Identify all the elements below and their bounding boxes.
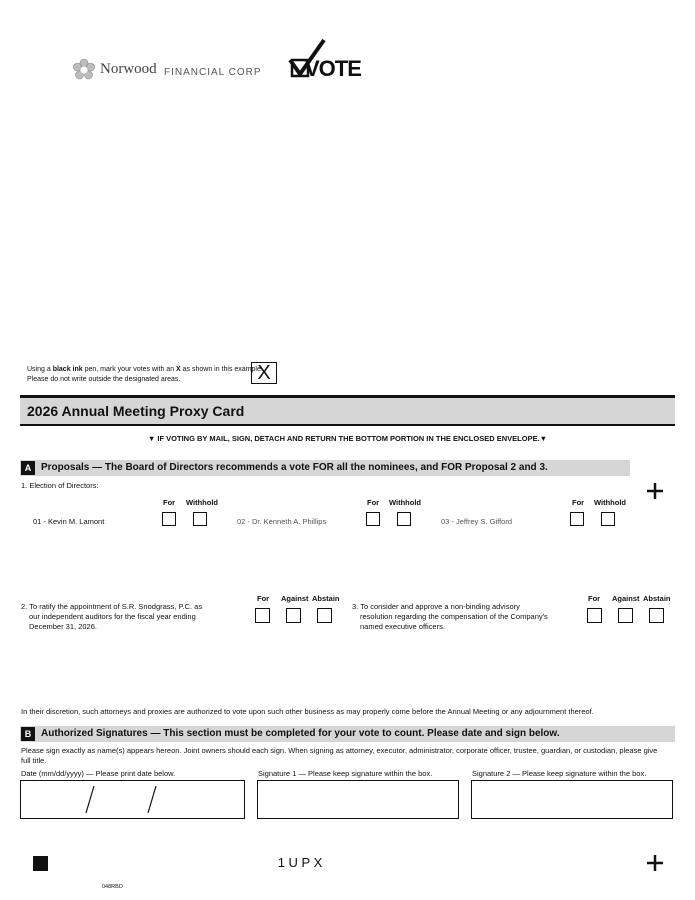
signature-2-box[interactable]: [471, 780, 673, 819]
proposal-3-for-checkbox[interactable]: [587, 608, 602, 623]
card-title-bottom-rule: [20, 424, 675, 426]
card-title: 2026 Annual Meeting Proxy Card: [27, 403, 245, 419]
example-mark-box: [251, 362, 277, 384]
signing-instructions: [21, 746, 681, 766]
nominee-1-for-checkbox[interactable]: [162, 512, 176, 526]
nominee1-withhold-header: Withhold: [186, 498, 219, 507]
discretion-statement: In their discretion, such attorneys and proxies are authorized to vote upon such other business as may properly come before the Annual Meeting or any adjournment thereof.: [21, 707, 594, 716]
section-b-title: Authorized Signatures — This section must be completed for your vote to count. Please date and sign below.: [41, 728, 560, 739]
nominee-3-label: 03 - Jeffrey S. Gifford: [441, 517, 513, 526]
nominee-3-withhold-checkbox[interactable]: [601, 512, 615, 526]
signature-1-box[interactable]: [257, 780, 459, 819]
flower-logo-icon: [72, 58, 96, 82]
instructions-line-2: Please do not write outside the designated areas.: [27, 376, 181, 383]
nominee-2-withhold-checkbox[interactable]: [397, 512, 411, 526]
date-input-box[interactable]: [20, 780, 245, 819]
proposal2-for-header: For: [257, 594, 270, 603]
section-b-letter: B: [21, 727, 35, 741]
nominee2-withhold-header: Withhold: [389, 498, 422, 507]
footer-code: 1 U P X: [277, 855, 323, 870]
proposal-3-abstain-checkbox[interactable]: [649, 608, 664, 623]
nominee-2-for-checkbox[interactable]: [366, 512, 380, 526]
instructions-line-1: Using a black ink pen, mark your votes with an X as shown in this example.: [27, 366, 263, 373]
nominee-2-label: 02 - Dr. Kenneth A. Phillips: [237, 517, 327, 526]
proposal-3-text: [352, 602, 582, 632]
proposal-3-line-3: named executive officers.: [360, 622, 445, 631]
detach-instruction: ▼ IF VOTING BY MAIL, SIGN, DETACH AND RETURN THE BOTTOM PORTION IN THE ENCLOSED ENVELOPE.▼: [147, 434, 548, 443]
proposal-3-line-2: resolution regarding the compensation of the Company's: [360, 612, 548, 621]
nominee2-for-header: For: [367, 498, 380, 507]
company-name: Norwood: [100, 61, 157, 77]
proposal3-abstain-header: Abstain: [643, 594, 671, 603]
vote-text: VOTE: [305, 56, 361, 81]
proposal2-abstain-header: Abstain: [312, 594, 340, 603]
signature-2-label: Signature 2 — Please keep signature within the box.: [472, 769, 647, 778]
proposal-2-line-2: our independent auditors for the fiscal year ending: [29, 612, 196, 621]
signature-1-label: Signature 1 — Please keep signature within the box.: [258, 769, 433, 778]
proposal-3-against-checkbox[interactable]: [618, 608, 633, 623]
proposal3-for-header: For: [588, 594, 601, 603]
proposal-3-line-1: 3. To consider and approve a non-binding advisory: [352, 602, 520, 611]
proposal-2-line-1: 2. To ratify the appointment of S.R. Snodgrass, P.C. as: [21, 602, 203, 611]
registration-plus-icon-bottom: [647, 855, 663, 871]
marking-instructions: [27, 365, 263, 385]
proposal-2-against-checkbox[interactable]: [286, 608, 301, 623]
proposal-2-line-3: December 31, 2026.: [29, 622, 97, 631]
vote-logo: [288, 38, 361, 82]
proposal-2-text: [21, 602, 251, 632]
proposal-2-for-checkbox[interactable]: [255, 608, 270, 623]
company-logo: [72, 58, 262, 84]
company-suffix: FINANCIAL CORP: [164, 67, 262, 78]
section-a-letter: A: [21, 461, 35, 475]
nominee-3-for-checkbox[interactable]: [570, 512, 584, 526]
proposal3-against-header: Against: [612, 594, 640, 603]
nominee3-for-header: For: [572, 498, 585, 507]
nominee-1-label: 01 - Kevin M. Lamont: [33, 517, 105, 526]
election-label: 1. Election of Directors:: [21, 481, 99, 490]
example-x-mark: X: [257, 362, 271, 384]
date-label: Date (mm/dd/yyyy) — Please print date below.: [21, 769, 176, 778]
section-a-title: Proposals — The Board of Directors recommends a vote FOR all the nominees, and FOR Proposal 2 and 3.: [41, 462, 548, 473]
proposal-2-abstain-checkbox[interactable]: [317, 608, 332, 623]
nominee3-withhold-header: Withhold: [594, 498, 627, 507]
date-separator-slashes: [20, 780, 245, 819]
registration-plus-icon-top: [647, 483, 663, 499]
form-id: 048RBD: [102, 884, 123, 890]
nominee-1-withhold-checkbox[interactable]: [193, 512, 207, 526]
signing-instructions-line-2: full title.: [21, 756, 47, 765]
signing-instructions-line-1: Please sign exactly as name(s) appears hereon. Joint owners should each sign. When signing as attorney, executor, administrator, corporate officer, trustee, guardian, or custodian, please give: [21, 746, 658, 755]
nominee1-for-header: For: [163, 498, 176, 507]
proposal2-against-header: Against: [281, 594, 309, 603]
